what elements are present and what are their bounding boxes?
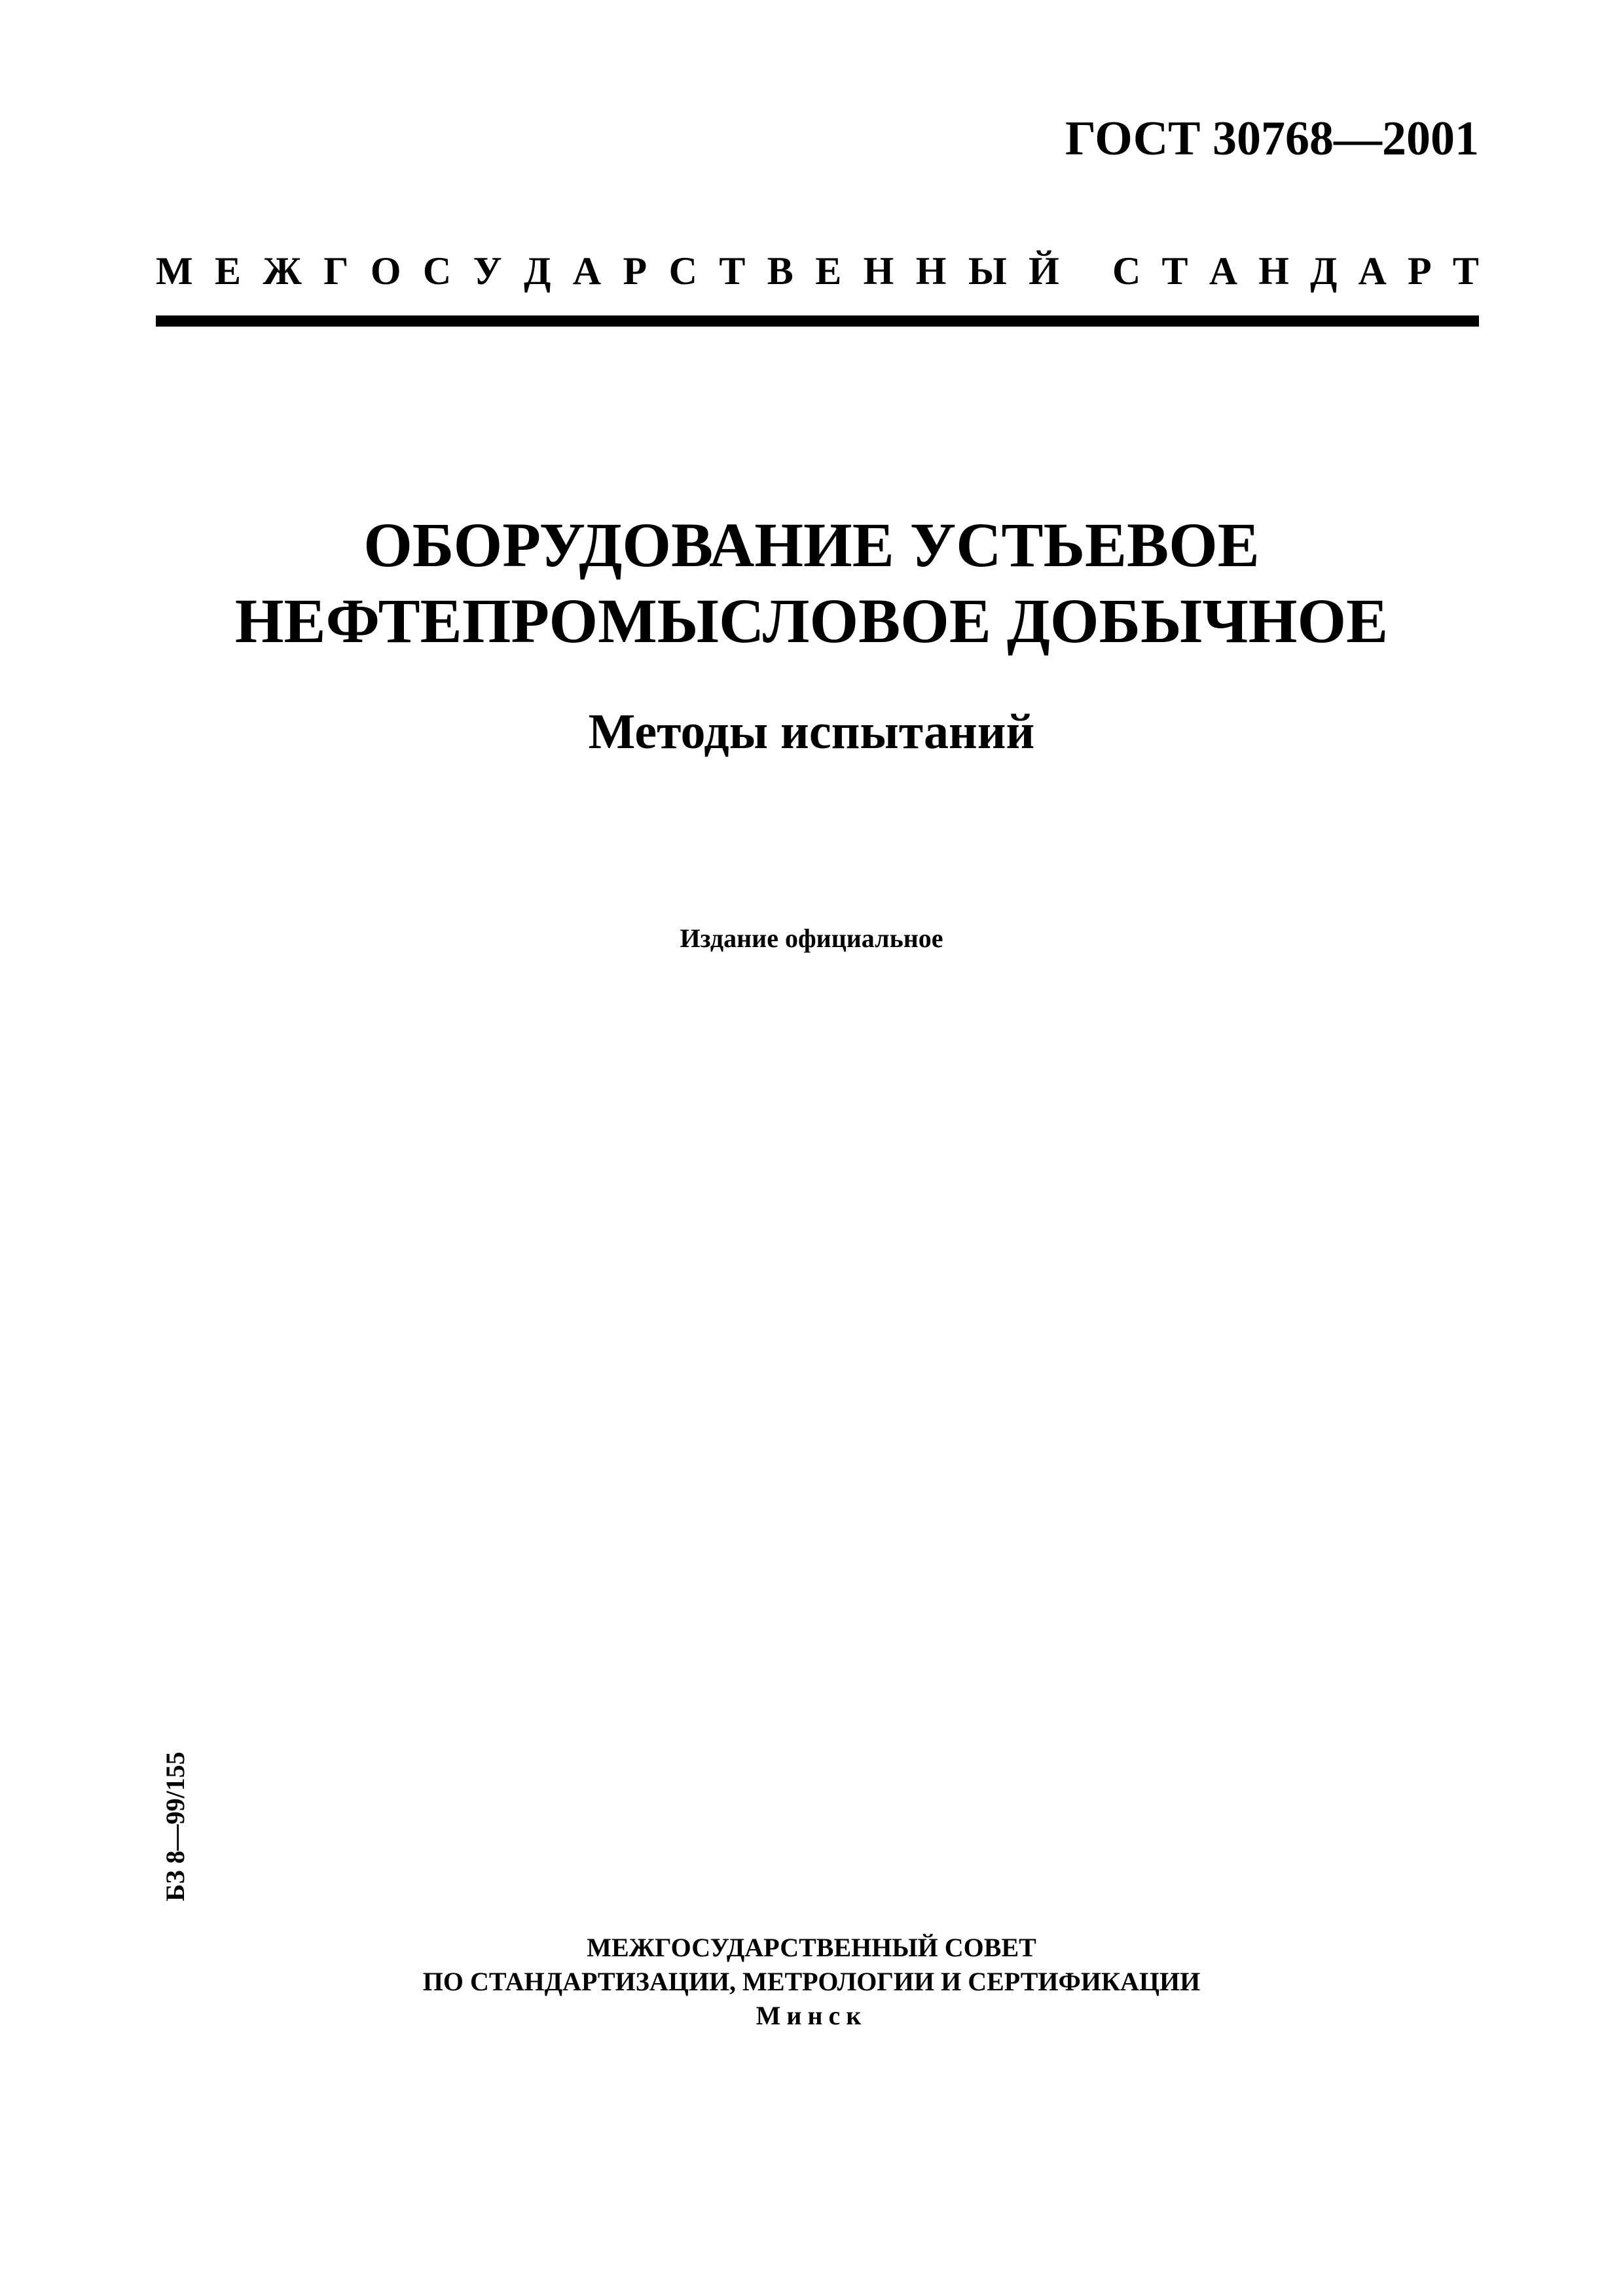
standard-type-heading [156,249,1479,294]
title-line-1: ОБОРУДОВАНИЕ УСТЬЕВОЕ [363,510,1260,580]
publisher-city: Минск [756,2001,867,2030]
publisher-line-1: МЕЖГОСУДАРСТВЕННЫЙ СОВЕТ [587,1933,1036,1962]
letter: А [1358,249,1387,293]
document-subtitle: Методы испытаний [588,704,1035,759]
letter: Д [524,249,551,293]
letter: С [668,249,697,293]
letter: В [767,249,793,293]
letter: Н [863,249,894,293]
standard-number: ГОСТ 30768—2001 [1065,112,1479,166]
letter: Д [1310,249,1338,293]
letter: Р [623,249,647,293]
letter: Т [719,249,746,293]
letter: Р [1408,249,1432,293]
letter: Е [815,249,842,293]
standard-type-word-standard [1112,249,1479,294]
letter: О [370,249,401,293]
letter: Ы [968,249,1007,293]
letter: Е [215,249,242,293]
side-catalog-code: БЗ 8—99/155 [160,1751,190,1901]
letter: Т [1161,249,1188,293]
heading-divider [156,315,1479,327]
letter: Н [915,249,947,293]
letter: А [572,249,602,293]
letter: А [1209,249,1238,293]
publisher-block [0,1931,1623,2033]
letter: С [422,249,452,293]
standard-type-word-interstate [156,249,1059,294]
letter: Г [323,249,349,293]
letter: С [1112,249,1141,293]
letter: М [156,249,193,293]
letter: Н [1258,249,1289,293]
title-line-2: НЕФТЕПРОМЫСЛОВОЕ ДОБЫЧНОЕ [234,586,1389,656]
edition-note: Издание официальное [680,924,943,953]
letter: Ж [263,249,302,293]
publisher-line-2: ПО СТАНДАРТИЗАЦИИ, МЕТРОЛОГИИ И СЕРТИФИКАЦИИ [422,1967,1201,1996]
letter: У [473,249,502,293]
letter: Т [1452,249,1479,293]
document-title [0,507,1623,659]
letter: Й [1029,249,1059,293]
